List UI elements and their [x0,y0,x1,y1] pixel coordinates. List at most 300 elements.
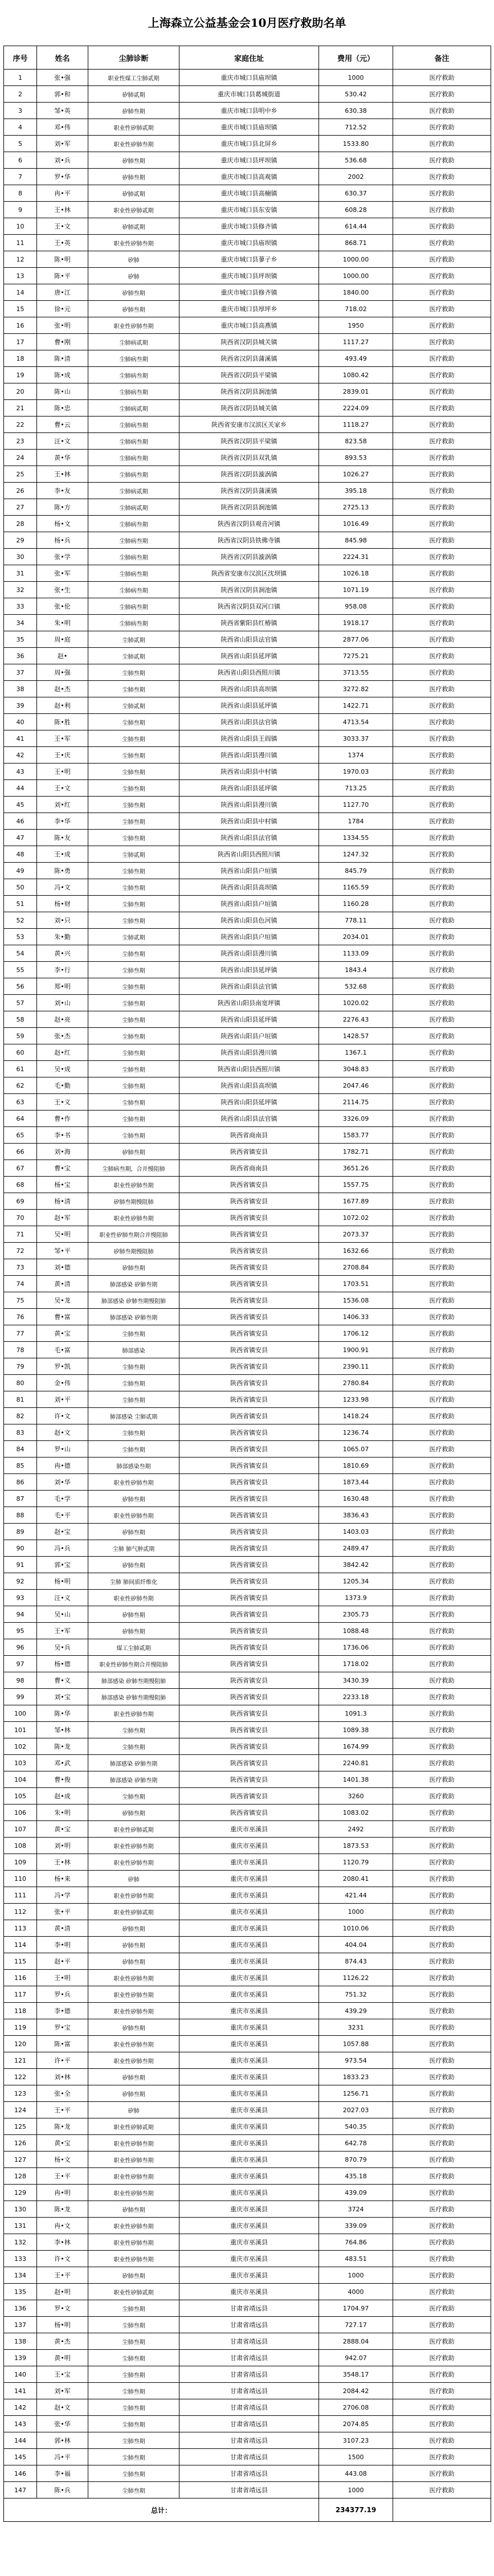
row-remark: 医疗救助 [393,1507,491,1524]
row-name: 刘•红 [37,797,88,813]
row-remark: 医疗救助 [393,2036,491,2052]
row-name: 冯•文 [37,879,88,896]
row-fee: 3713.55 [319,664,393,681]
row-remark: 医疗救助 [393,169,491,185]
row-address: 重庆市城口县修齐镇 [179,218,319,235]
row-remark: 医疗救助 [393,714,491,730]
table-row [4,1788,491,1805]
row-fee: 1117.27 [319,334,393,350]
row-fee: 1016.49 [319,516,393,532]
row-remark: 医疗救助 [393,1937,491,1953]
row-diagnosis: 矽肺贰期 [88,185,179,202]
row-address: 陕西省汉阴县涧池镇 [179,499,319,516]
row-address: 陕西省镇安县 [179,1391,319,1408]
row-diagnosis: 尘肺 肺气肿贰期 [88,1540,179,1557]
row-name: 王•明 [37,764,88,780]
row-address: 重庆市巫溪县 [179,2102,319,2118]
row-diagnosis: 职业性矽肺叁期 [88,1838,179,1854]
row-remark: 医疗救助 [393,2465,491,2482]
row-name: 赵•明 [37,2284,88,2300]
table-row [4,615,491,631]
row-fee: 1674.99 [319,1738,393,1755]
row-address: 陕西省镇安县 [179,1325,319,1342]
row-fee: 614.44 [319,218,393,235]
table-row [4,1871,491,1887]
row-diagnosis: 矽肺叁期 [88,1557,179,1573]
row-remark: 医疗救助 [393,400,491,417]
row-diagnosis: 矽肺叁期 [88,2069,179,2085]
row-fee: 764.86 [319,2234,393,2251]
row-address: 重庆市巫溪县 [179,2118,319,2135]
row-name: 陈•忠 [37,400,88,417]
table-row [4,2036,491,2052]
table-row [4,1094,491,1111]
row-address: 陕西省汉阴县蒲溪镇 [179,483,319,499]
row-fee: 874.43 [319,1953,393,1970]
row-address: 甘肃省靖远县 [179,2399,319,2416]
row-address: 陕西省镇安县 [179,1177,319,1193]
row-diagnosis: 矽肺叁期 [88,1606,179,1623]
row-diagnosis: 职业性矽肺贰期 [88,119,179,136]
table-row [4,1077,491,1094]
row-fee: 1089.38 [319,1722,393,1738]
row-address: 重庆市巫溪县 [179,1953,319,1970]
row-remark: 医疗救助 [393,1540,491,1557]
row-index: 133 [4,2251,37,2267]
row-address: 重庆市巫溪县 [179,2168,319,2185]
row-index: 88 [4,1507,37,1524]
row-remark: 医疗救助 [393,2383,491,2399]
table-row [4,863,491,879]
row-address: 重庆市巫溪县 [179,1821,319,1838]
row-remark: 医疗救助 [393,1259,491,1276]
row-address: 陕西省镇安县 [179,1689,319,1705]
row-index: 80 [4,1375,37,1391]
row-fee: 2080.41 [319,1871,393,1887]
row-diagnosis: 肺部感染叁期 [88,1458,179,1474]
row-index: 99 [4,1689,37,1705]
row-index: 43 [4,764,37,780]
row-diagnosis: 肺部感染 [88,1342,179,1358]
table-row [4,1920,491,1937]
row-address: 重庆市巫溪县 [179,1854,319,1871]
row-name: 陈•龙 [37,1738,88,1755]
row-address: 重庆市城口县高观镇 [179,169,319,185]
row-remark: 医疗救助 [393,1689,491,1705]
table-row [4,697,491,714]
row-address: 陕西省镇安县 [179,1408,319,1424]
row-name: 赵•利 [37,697,88,714]
row-diagnosis: 矽肺叁期 [88,1623,179,1639]
row-fee: 2224.09 [319,400,393,417]
table-row [4,1672,491,1689]
row-index: 24 [4,450,37,466]
row-index: 91 [4,1557,37,1573]
row-name: 冉•平 [37,185,88,202]
row-name: 张•军 [37,565,88,582]
row-fee: 1127.70 [319,797,393,813]
row-index: 135 [4,2284,37,2300]
row-diagnosis: 尘肺叁期 [88,1788,179,1805]
table-row [4,764,491,780]
row-remark: 医疗救助 [393,2350,491,2366]
row-index: 132 [4,2234,37,2251]
row-address: 陕西省镇安县 [179,1309,319,1325]
table-row [4,2218,491,2234]
row-diagnosis: 尘肺叁期 [88,1028,179,1044]
row-address: 重庆市巫溪县 [179,1904,319,1920]
row-remark: 医疗救助 [393,301,491,317]
row-fee: 1367.1 [319,1044,393,1061]
table-row [4,152,491,169]
row-remark: 医疗救助 [393,1193,491,1210]
row-index: 50 [4,879,37,896]
row-diagnosis: 矽肺叁期 [88,2019,179,2036]
row-name: 王•文 [37,218,88,235]
row-address: 陕西省山阳县南宽坪镇 [179,995,319,1011]
row-diagnosis: 尘肺叁期 [88,1424,179,1441]
row-index: 4 [4,119,37,136]
table-row [4,516,491,532]
row-diagnosis: 尘肺病叁期 [88,549,179,565]
row-name: 罗•文 [37,2300,88,2317]
row-address: 陕西省镇安县 [179,1771,319,1788]
row-remark: 医疗救助 [393,2234,491,2251]
row-index: 35 [4,631,37,648]
row-diagnosis: 职业性矽肺叁期 [88,1986,179,2003]
row-diagnosis: 矽肺 [88,1871,179,1887]
row-remark: 医疗救助 [393,1953,491,1970]
row-diagnosis: 尘肺叁期 [88,2333,179,2350]
row-remark: 医疗救助 [393,1639,491,1656]
table-row [4,1904,491,1920]
table-row [4,549,491,565]
row-address: 陕西省镇安县 [179,1507,319,1524]
row-index: 96 [4,1639,37,1656]
row-remark: 医疗救助 [393,433,491,450]
row-address: 陕西省汉阴县平梁镇 [179,367,319,383]
row-diagnosis: 职业性矽肺贰期 [88,2284,179,2300]
table-row [4,1458,491,1474]
row-remark: 医疗救助 [393,747,491,764]
table-row [4,1011,491,1028]
row-diagnosis: 矽肺贰期 [88,218,179,235]
row-remark: 医疗救助 [393,350,491,367]
row-index: 95 [4,1623,37,1639]
table-row [4,1193,491,1210]
row-address: 甘肃省靖远县 [179,2350,319,2366]
row-diagnosis: 尘肺叁期 [88,2366,179,2383]
row-remark: 医疗救助 [393,284,491,301]
row-fee: 870.79 [319,2152,393,2168]
row-fee: 2240.81 [319,1755,393,1771]
table-row [4,499,491,516]
row-index: 87 [4,1491,37,1507]
row-remark: 医疗救助 [393,202,491,218]
row-diagnosis: 职业性矽肺叁期 [88,1854,179,1871]
row-remark: 医疗救助 [393,1441,491,1458]
row-remark: 医疗救助 [393,152,491,169]
row-name: 陈•明 [37,251,88,268]
row-name: 毛•平 [37,1507,88,1524]
row-remark: 医疗救助 [393,2085,491,2102]
row-fee: 1843.4 [319,962,393,978]
row-fee: 1918.17 [319,615,393,631]
table-row [4,1111,491,1127]
row-diagnosis: 尘肺叁期 [88,714,179,730]
row-address: 甘肃省靖远县 [179,2333,319,2350]
row-address: 重庆市城口县修齐镇 [179,284,319,301]
row-diagnosis: 矽肺贰期 [88,86,179,103]
row-address: 陕西省汉阴县漩涡镇 [179,549,319,565]
row-fee: 2725.13 [319,499,393,516]
row-index: 57 [4,995,37,1011]
row-diagnosis: 尘肺叁期 [88,1441,179,1458]
row-remark: 医疗救助 [393,1358,491,1375]
row-index: 58 [4,1011,37,1028]
row-fee: 2877.06 [319,631,393,648]
table-row [4,2383,491,2399]
row-index: 121 [4,2052,37,2069]
table-row [4,1061,491,1077]
row-diagnosis: 尘肺叁期 [88,2350,179,2366]
row-address: 陕西省山阳县漫川镇 [179,1044,319,1061]
row-diagnosis: 尘肺叁期 [88,1375,179,1391]
table-row [4,1738,491,1755]
row-name: 杨•财 [37,896,88,912]
table-row [4,648,491,664]
table-row [4,1144,491,1160]
row-remark: 医疗救助 [393,70,491,86]
row-name: 曹•作 [37,1111,88,1127]
row-address: 陕西省镇安县 [179,1606,319,1623]
row-name: 王•宝 [37,2366,88,2383]
table-row [4,1755,491,1771]
table-row [4,1259,491,1276]
table-row [4,1771,491,1788]
table-row [4,1722,491,1738]
row-fee: 3842.42 [319,1557,393,1573]
row-address: 重庆市巫溪县 [179,1887,319,1904]
table-row [4,103,491,119]
row-index: 36 [4,648,37,664]
row-index: 147 [4,2482,37,2499]
row-name: 杨•兵 [37,532,88,549]
row-address: 陕西省商南县 [179,1160,319,1177]
row-address: 陕西省山阳县户垣镇 [179,863,319,879]
row-index: 84 [4,1441,37,1458]
row-diagnosis: 职业性矽肺叁期 [88,1474,179,1491]
row-index: 47 [4,830,37,846]
row-address: 陕西省镇安县 [179,1656,319,1672]
row-fee: 540.35 [319,2118,393,2135]
row-diagnosis: 肺部感染 矽肺叁期 [88,1755,179,1771]
table-row [4,879,491,896]
table-row [4,1342,491,1358]
row-diagnosis: 矽肺叁期 [88,2267,179,2284]
row-address: 陕西省山阳县延坪镇 [179,697,319,714]
table-row [4,1424,491,1441]
row-remark: 医疗救助 [393,764,491,780]
table-row [4,681,491,697]
row-index: 114 [4,1937,37,1953]
row-diagnosis: 尘肺病叁期 [88,532,179,549]
row-index: 115 [4,1953,37,1970]
table-row [4,1358,491,1375]
row-index: 112 [4,1904,37,1920]
row-diagnosis: 尘肺叁期 [88,1738,179,1755]
row-name: 王•林 [37,202,88,218]
row-diagnosis: 职业性矽肺贰期 [88,2118,179,2135]
row-fee: 1630.48 [319,1491,393,1507]
row-index: 32 [4,582,37,598]
row-address: 陕西省镇安县 [179,1243,319,1259]
row-diagnosis: 职业性矽肺叁期 [88,2036,179,2052]
row-diagnosis: 职业性矽肺叁期 [88,1177,179,1193]
row-fee: 2492 [319,1821,393,1838]
row-fee: 439.09 [319,2185,393,2201]
row-fee: 3548.17 [319,2366,393,2383]
row-fee: 4713.54 [319,714,393,730]
row-index: 2 [4,86,37,103]
row-remark: 医疗救助 [393,383,491,400]
row-name: 王•成 [37,846,88,863]
row-index: 142 [4,2399,37,2416]
row-index: 141 [4,2383,37,2399]
row-remark: 医疗救助 [393,929,491,945]
row-index: 75 [4,1292,37,1309]
row-index: 118 [4,2003,37,2019]
table-row [4,2234,491,2251]
row-index: 60 [4,1044,37,1061]
row-address: 重庆市巫溪县 [179,2019,319,2036]
row-remark: 医疗救助 [393,251,491,268]
row-index: 14 [4,284,37,301]
total-remark [393,2499,491,2522]
row-address: 陕西省汉阴县蒲溪镇 [179,350,319,367]
row-diagnosis: 尘肺贰期 [88,846,179,863]
row-index: 106 [4,1805,37,1821]
row-diagnosis: 肺部感染 矽肺叁期慢阻肺 [88,1292,179,1309]
table-row [4,483,491,499]
row-address: 重庆市巫溪县 [179,2251,319,2267]
row-diagnosis: 矽肺 [88,268,179,284]
row-index: 16 [4,317,37,334]
row-address: 甘肃省靖远县 [179,2465,319,2482]
header-remark: 备注 [393,46,491,70]
row-remark: 医疗救助 [393,2069,491,2085]
row-diagnosis: 矽肺叁期 [88,2201,179,2218]
table-row [4,2449,491,2465]
table-row [4,896,491,912]
row-index: 22 [4,417,37,433]
row-address: 陕西省汉阴县涧池镇 [179,582,319,598]
row-index: 10 [4,218,37,235]
table-row [4,912,491,929]
row-index: 26 [4,483,37,499]
row-fee: 823.58 [319,433,393,450]
row-remark: 医疗救助 [393,863,491,879]
row-diagnosis: 尘肺贰期 [88,631,179,648]
row-fee: 2390.11 [319,1358,393,1375]
row-diagnosis: 尘肺叁期 [88,764,179,780]
row-diagnosis: 尘肺叁期 [88,730,179,747]
row-diagnosis: 尘肺病叁期 [88,582,179,598]
row-name: 杨•宝 [37,1177,88,1193]
row-fee: 1133.09 [319,945,393,962]
row-diagnosis: 尘肺病叁期 [88,516,179,532]
row-fee: 1428.57 [319,1028,393,1044]
table-row [4,631,491,648]
row-address: 重庆市巫溪县 [179,1871,319,1887]
row-address: 陕西省镇安县 [179,1441,319,1458]
row-remark: 医疗救助 [393,1375,491,1391]
row-fee: 1784 [319,813,393,830]
row-fee: 845.79 [319,863,393,879]
row-name: 朱•明 [37,615,88,631]
row-address: 重庆市巫溪县 [179,2152,319,2168]
row-remark: 医疗救助 [393,664,491,681]
row-address: 陕西省汉阴县漩涡镇 [179,466,319,483]
row-diagnosis: 矽肺叁期 [88,169,179,185]
row-index: 126 [4,2135,37,2152]
row-diagnosis: 尘肺叁期 [88,830,179,846]
row-name: 冉•文 [37,2218,88,2234]
row-remark: 医疗救助 [393,2284,491,2300]
row-remark: 医疗救助 [393,1838,491,1854]
row-remark: 医疗救助 [393,1210,491,1226]
row-name: 杨•明 [37,1573,88,1590]
row-fee: 718.02 [319,301,393,317]
row-address: 陕西省镇安县 [179,1193,319,1210]
row-fee: 942.07 [319,2350,393,2366]
row-name: 赵•成 [37,1788,88,1805]
row-remark: 医疗救助 [393,367,491,383]
row-fee: 712.52 [319,119,393,136]
row-remark: 医疗救助 [393,2432,491,2449]
row-name: 郭•和 [37,86,88,103]
row-fee: 1403.03 [319,1524,393,1540]
row-fee: 395.18 [319,483,393,499]
row-address: 陕西省紫阳县红椿镇 [179,615,319,631]
row-diagnosis: 职业性矽肺叁期合并慢阻肺 [88,1656,179,1672]
table-row [4,2251,491,2267]
row-diagnosis: 尘肺病贰期 [88,334,179,350]
row-fee: 443.08 [319,2465,393,2482]
row-address: 陕西省山阳县法官镇 [179,714,319,730]
row-diagnosis: 矽肺叁期 [88,1953,179,1970]
row-index: 21 [4,400,37,417]
row-fee: 1833.23 [319,2069,393,2085]
row-remark: 医疗救助 [393,2416,491,2432]
row-name: 陈•平 [37,268,88,284]
row-diagnosis: 尘肺病叁期 [88,383,179,400]
row-index: 103 [4,1755,37,1771]
table-row [4,1821,491,1838]
row-diagnosis: 职业性矽肺叁期 [88,136,179,152]
row-name: 吴•山 [37,1606,88,1623]
row-index: 38 [4,681,37,697]
table-row [4,367,491,383]
row-diagnosis: 职业性煤工尘肺贰期 [88,70,179,86]
row-fee: 1782.71 [319,1144,393,1160]
row-remark: 医疗救助 [393,1061,491,1077]
row-index: 79 [4,1358,37,1375]
table-row [4,2135,491,2152]
row-fee: 3107.23 [319,2432,393,2449]
row-index: 40 [4,714,37,730]
row-remark: 医疗救助 [393,532,491,549]
